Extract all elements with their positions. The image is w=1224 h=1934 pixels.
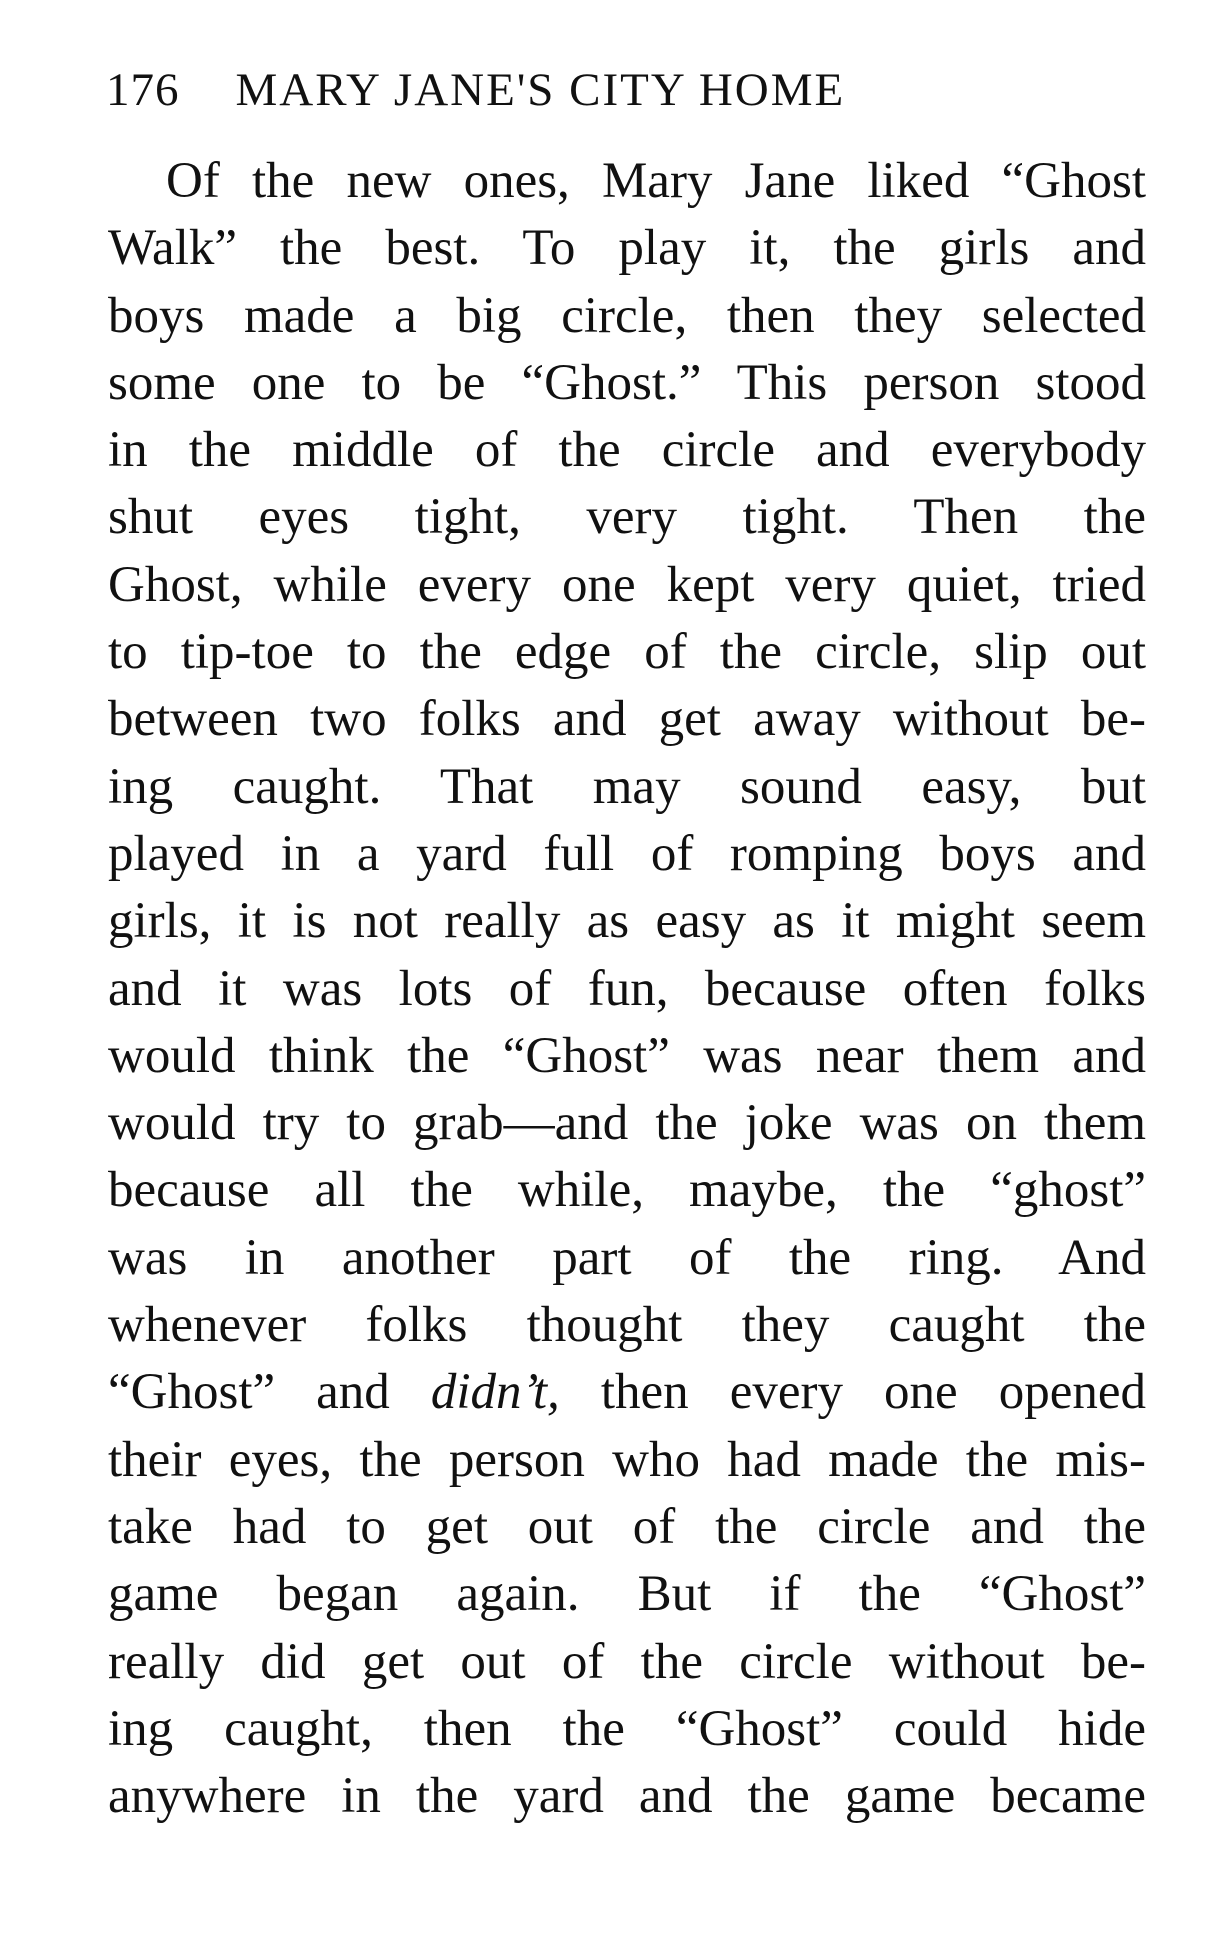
text-line: ing caught, then the “Ghost” could hide xyxy=(108,1700,1146,1757)
text-line: shut eyes tight, very tight. Then the xyxy=(108,489,1146,546)
text-line: Walk” the best. To play it, the girls and xyxy=(108,220,1146,277)
text-line: because all the while, maybe, the “ghost” xyxy=(108,1162,1146,1219)
text-line: would think the “Ghost” was near them and xyxy=(108,1027,1146,1084)
italic-word: didn’t, xyxy=(430,1364,560,1421)
text-line: ing caught. That may sound easy, but xyxy=(108,758,1146,815)
text-line: take had to get out of the circle and the xyxy=(108,1498,1146,1555)
text-line: boys made a big circle, then they selected xyxy=(108,287,1146,344)
text-segment: “Ghost” and xyxy=(108,1364,431,1421)
text-line: was in another part of the ring. And xyxy=(108,1229,1146,1286)
text-line: to tip-toe to the edge of the circle, slip out xyxy=(108,624,1146,681)
text-line: some one to be “Ghost.” This person stood xyxy=(108,354,1146,411)
page-header xyxy=(106,55,1146,125)
text-line: between two folks and get away without be- xyxy=(108,691,1146,748)
body-text xyxy=(108,148,1146,1830)
text-line: Ghost, while every one kept very quiet, tried xyxy=(108,556,1146,613)
text-line: game began again. But if the “Ghost” xyxy=(108,1566,1146,1623)
text-line: in the middle of the circle and everybody xyxy=(108,422,1146,479)
running-head: MARY JANE'S CITY HOME xyxy=(235,64,846,116)
text-line: whenever folks thought they caught the xyxy=(108,1297,1146,1354)
text-segment: then every one opened xyxy=(559,1364,1146,1421)
text-line: girls, it is not really as easy as it might seem xyxy=(108,893,1146,950)
text-line: anywhere in the yard and the game became xyxy=(108,1768,1146,1825)
text-line: really did get out of the circle without be- xyxy=(108,1633,1146,1690)
text-line: Of the new ones, Mary Jane liked “Ghost xyxy=(166,153,1146,209)
text-line: would try to grab—and the joke was on them xyxy=(108,1095,1146,1152)
text-line-with-italic xyxy=(108,1359,1146,1426)
text-line: played in a yard full of romping boys and xyxy=(108,825,1146,882)
page-number: 176 xyxy=(106,64,180,116)
text-line: and it was lots of fun, because often folks xyxy=(108,960,1146,1017)
text-line: their eyes, the person who had made the mis- xyxy=(108,1431,1146,1488)
